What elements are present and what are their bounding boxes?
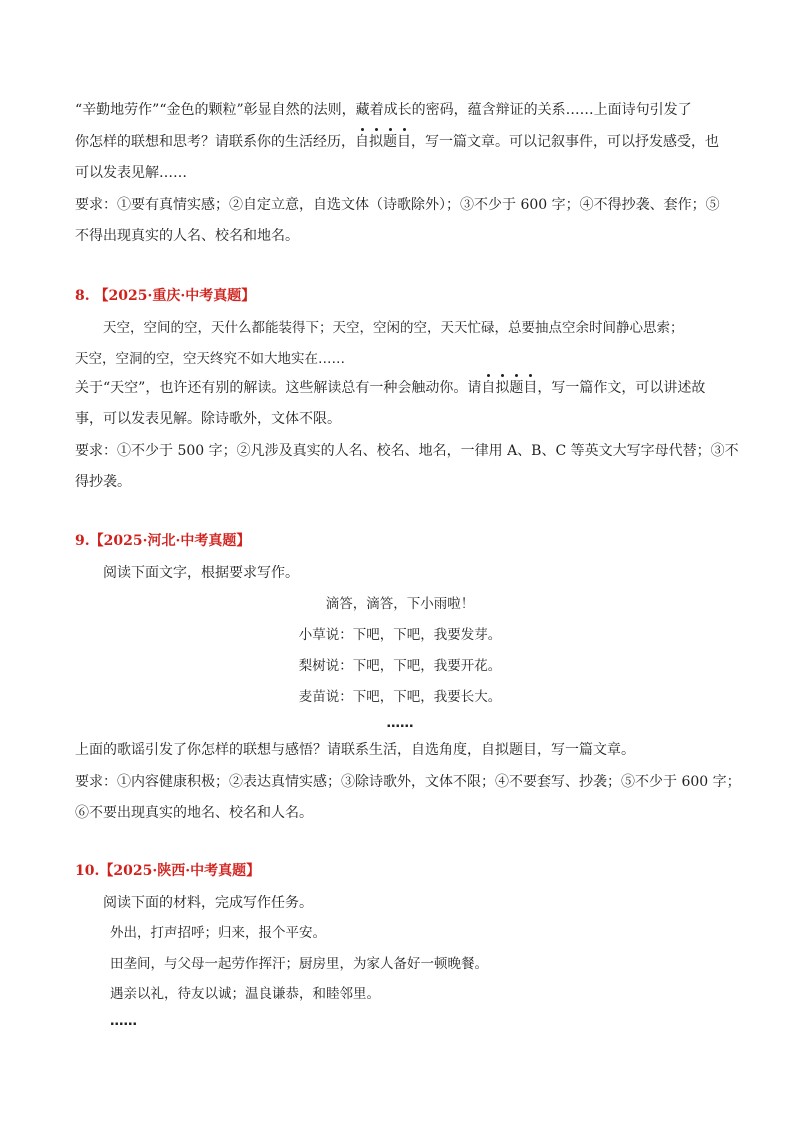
q7-line-2-after: ，写一篇文章。可以记叙事件，可以抒发感受，也: [411, 134, 719, 150]
q9-poem-line: 麦苗说：下吧，下吧，我要长大。: [298, 689, 502, 705]
q7-line-1: “辛勤地劳作”“金色的颗粒”彰显自然的法则，藏着成长的密码，蕴含辩证的关系……上面诗句引发了: [75, 102, 692, 118]
emphasis-char: 题: [383, 134, 397, 150]
emphasis-char: 目: [397, 134, 411, 150]
q9-poem-line: 滴答，滴答，下小雨啦！: [325, 596, 475, 612]
q9-requirement-1: 要求：①内容健康积极；②表达真情实感；③除诗歌外，文体不限；④不要套写、抄袭；⑤不少于 600 字；: [75, 774, 741, 790]
emphasis-char: 自: [481, 380, 496, 396]
q10-heading: 10.【2025·陕西·中考真题】: [75, 863, 261, 879]
q8-quote-2: 天空，空洞的空，空天终究不如大地实在……: [75, 351, 345, 367]
q9-heading: 9.【2025·河北·中考真题】: [75, 533, 251, 549]
q9-poem-line: 梨树说：下吧，下吧，我要开花。: [298, 658, 502, 674]
q8-requirement-1: 要求：①不少于 500 字；②凡涉及真实的人名、校名、地名，一律用 A、B、C 等英文大写字母代替；③不: [75, 443, 739, 459]
q9-intro: 阅读下面文字，根据要求写作。: [103, 565, 299, 581]
q8-line-1: [75, 378, 705, 398]
q8-requirement-2: 得抄袭。: [75, 474, 131, 490]
q9-requirement-2: ⑥不要出现真实的地名、校名和人名。: [75, 805, 313, 821]
emphasis-char: 自: [355, 134, 369, 150]
q8-quote-1: 天空，空间的空，天什么都能装得下；天空，空闲的空，天天忙碌，总要抽点空余时间静心思索；: [103, 320, 684, 336]
q7-line-2-before: 你怎样的联想和思考？请联系你的生活经历，: [75, 134, 355, 150]
q7-requirement-2: 不得出现真实的人名、校名和地名。: [75, 228, 299, 244]
q8-line-1-before: 关于“天空”，也许还有别的解读。这些解读总有一种会触动你。请: [75, 380, 482, 396]
emphasis-char: 拟: [495, 380, 510, 396]
q10-material-line: 外出，打声招呼；归来，报个平安。: [110, 925, 326, 941]
q10-material-line: 遇亲以礼，待友以诚；温良谦恭，和睦邻里。: [110, 986, 380, 1002]
q9-poem-ellipsis: ……: [386, 715, 414, 731]
emphasis-char: 目: [523, 380, 538, 396]
q10-intro: 阅读下面的材料，完成写作任务。: [103, 895, 313, 911]
q7-line-2: [75, 132, 719, 152]
q8-line-2: 事，可以发表见解。除诗歌外，文体不限。: [75, 411, 341, 427]
q9-poem-line: 小草说：下吧，下吧，我要发芽。: [298, 627, 502, 643]
emphasis-char: 题: [509, 380, 524, 396]
q8-heading: 8. 【2025·重庆·中考真题】: [75, 288, 256, 304]
q7-line-3: 可以发表见解……: [75, 165, 187, 181]
q10-material-ellipsis: ……: [110, 1013, 137, 1029]
emphasis-char: 拟: [369, 134, 383, 150]
q9-line-1: 上面的歌谣引发了你怎样的联想与感悟？请联系生活，自选角度，自拟题目，写一篇文章。: [75, 742, 635, 758]
q10-material-line: 田垄间，与父母一起劳作挥汗；厨房里，为家人备好一顿晚餐。: [110, 956, 488, 972]
q8-line-1-after: ，写一篇作文，可以讲述故: [537, 380, 706, 396]
q7-requirement-1: 要求：①要有真情实感；②自定立意，自选文体（诗歌除外）；③不少于 600 字；④不得抄袭、套作；⑤: [75, 197, 720, 213]
